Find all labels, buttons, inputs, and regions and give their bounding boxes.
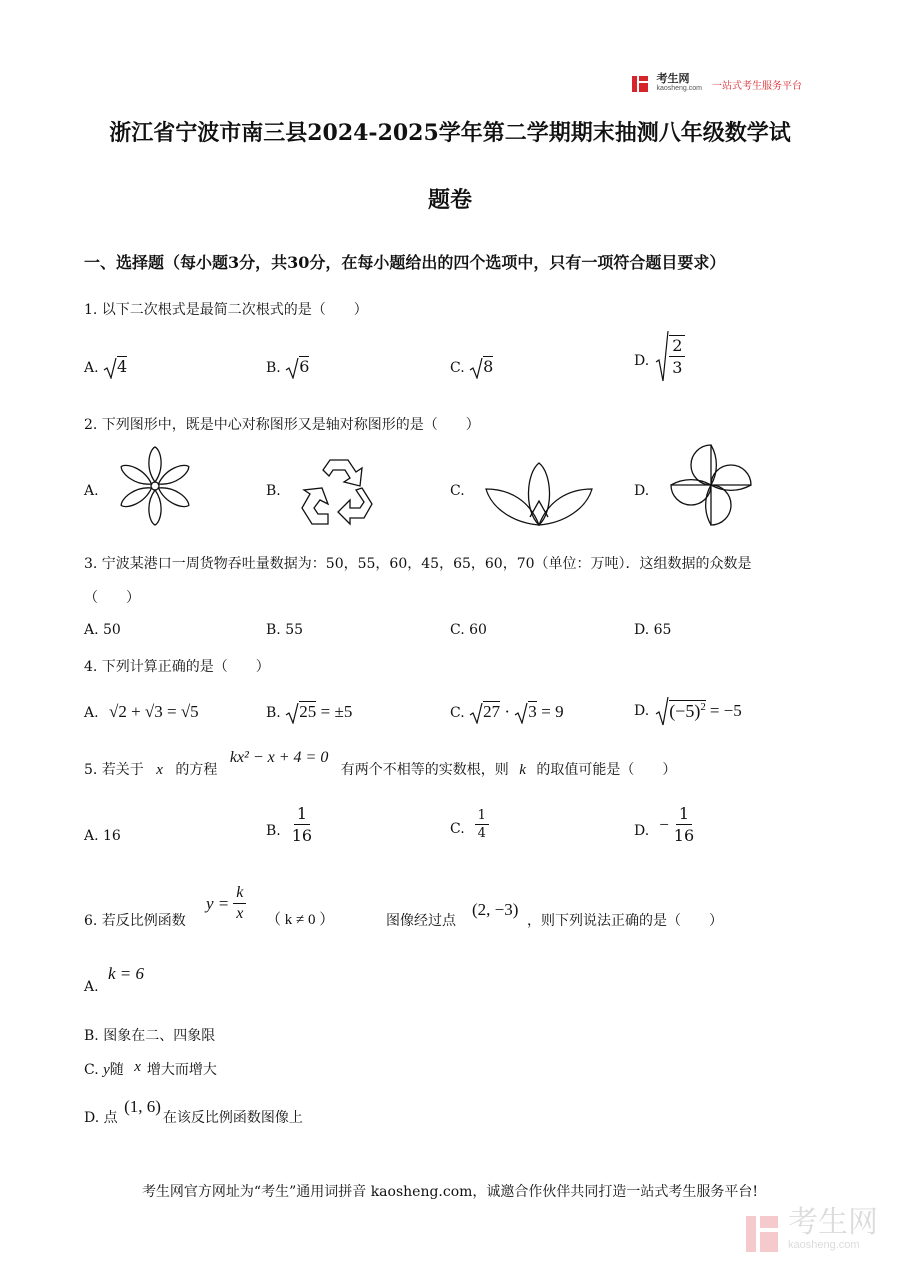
q1-option-b: [266, 357, 309, 379]
sqrt-sign-icon: [655, 696, 669, 726]
q6-point: (2, −3): [472, 900, 519, 919]
q1-option-d: D. $\frac{2}{3}$: [634, 330, 685, 382]
q4-b-rhs: = ±5: [320, 702, 353, 721]
q2-option-c-label: C.: [450, 483, 465, 499]
option-label: A.: [84, 705, 99, 721]
q6-condition: （ k ≠ 0 ）: [266, 912, 335, 928]
option-label: B.: [266, 705, 281, 721]
sqrt-sign-icon: [103, 357, 117, 379]
sqrt-sign-icon: [469, 702, 483, 724]
pinwheel-figure-icon: [666, 444, 756, 526]
flower-figure-icon: [116, 446, 194, 526]
q6-option-c: C. y随 x 增大而增大: [84, 1059, 217, 1078]
question-2-stem: 2. 下列图形中，既是中心对称图形又是轴对称图形的是（ ）: [84, 417, 480, 433]
watermark: [742, 1206, 878, 1256]
kaosheng-watermark-icon: [742, 1212, 782, 1256]
q1-option-a: [84, 357, 127, 379]
sqrt-sign-icon: [514, 702, 528, 724]
q4-option-d: D. $(-5)^2$ = −5: [634, 696, 742, 726]
q4-option-b: [266, 702, 352, 724]
question-3-stem: 3. 宁波某港口一周货物吞吐量数据为：50，55，60，45，65，60，70（单位：万吨）．这组数据的众数是: [84, 556, 752, 572]
sqrt-sign-icon: [655, 330, 669, 382]
question-3-paren: （ ）: [84, 590, 140, 606]
option-label: D.: [634, 822, 650, 839]
q6-function: y = $\frac{k}{x}$: [206, 884, 246, 923]
radicand: 25: [299, 702, 317, 721]
question-6-mid: 图像经过点: [386, 913, 456, 929]
section-heading: 一、选择题（每小题3分，共30分，在每小题给出的四个选项中，只有一项符合题目要求）: [84, 253, 726, 272]
header-logo: [630, 74, 802, 94]
q4-option-a: [84, 702, 199, 722]
q2-option-a-label: A.: [84, 483, 99, 499]
logo-domain: kaosheng.com: [656, 85, 702, 92]
kaosheng-logo-icon: [630, 74, 650, 94]
option-label: D.: [634, 703, 650, 719]
sqrt-sign-icon: [285, 357, 299, 379]
page-title-line2: 题卷: [427, 187, 472, 213]
q4-d-rhs: = −5: [709, 701, 742, 720]
option-label: A.: [84, 360, 99, 376]
radicand: 4: [117, 357, 128, 376]
question-5-stem: 5. 若关于 x 的方程 kx² − x + 4 = 0 有两个不相等的实数根，则 k 的取值可能是（ ）: [84, 749, 677, 778]
option-label: D.: [634, 353, 650, 369]
option-label: B.: [266, 360, 281, 376]
q6-option-a-label: A.: [84, 979, 99, 995]
q1-option-c: [450, 357, 493, 379]
option-label: C.: [450, 360, 465, 376]
q4-a-expression: √2 + √3 = √5: [109, 702, 199, 721]
page-footer: 考生网官方网址为“考生”通用词拼音 kaosheng.com，诚邀合作伙伴共同打造一站式考生服务平台!: [141, 1184, 759, 1200]
logo-name: 考生网: [656, 73, 690, 85]
q6-option-a-expression: k = 6: [108, 964, 145, 983]
sqrt-sign-icon: [285, 702, 299, 724]
q3-option-c: C. 60: [450, 622, 487, 638]
q5-option-a: A. 16: [84, 828, 121, 844]
watermark-name: 考生网: [788, 1206, 878, 1239]
option-label: B.: [266, 822, 281, 839]
question-6-prefix: 6. 若反比例函数: [84, 913, 186, 929]
watermark-domain: kaosheng.com: [788, 1239, 860, 1251]
radicand: 3: [528, 702, 537, 721]
q3-option-d: D. 65: [634, 622, 672, 638]
q3-option-b: B. 55: [266, 622, 304, 638]
q6-option-b: B. 图象在二、四象限: [84, 1028, 216, 1044]
question-4-stem: 4. 下列计算正确的是（ ）: [84, 659, 270, 675]
q4-c-rhs: = 9: [541, 702, 564, 721]
option-label: C.: [450, 820, 465, 837]
question-1-stem: 1. 以下二次根式是最简二次根式的是（ ）: [84, 302, 368, 318]
option-label: C.: [450, 705, 465, 721]
q5-option-d: D. − $\frac{1}{16}$: [634, 804, 695, 845]
recycle-figure-icon: [300, 458, 378, 526]
sqrt-sign-icon: [469, 357, 483, 379]
radicand: 27: [483, 702, 501, 721]
q5-equation: kx² − x + 4 = 0: [229, 749, 329, 766]
q3-option-a: A. 50: [84, 622, 121, 638]
q5-option-c: C. $\frac{1}{4}$: [450, 808, 489, 841]
logo-slogan: 一站式考生服务平台: [712, 80, 802, 92]
q2-option-b-label: B.: [266, 483, 281, 499]
lotus-figure-icon: [484, 461, 594, 527]
q6-option-d: D. 点 (1, 6)在该反比例函数图像上: [84, 1097, 303, 1126]
page-title-line1: 浙江省宁波市南三县2024-2025学年第二学期期末抽测八年级数学试: [109, 120, 791, 146]
q5-option-b: B. $\frac{1}{16}$: [266, 804, 313, 845]
question-6-end: ，则下列说法正确的是（ ）: [527, 913, 723, 929]
q4-option-c: C. 27 · 3 = 9: [450, 702, 564, 724]
q2-option-d-label: D.: [634, 483, 650, 499]
radicand: 8: [483, 357, 494, 376]
radicand: 6: [299, 357, 310, 376]
